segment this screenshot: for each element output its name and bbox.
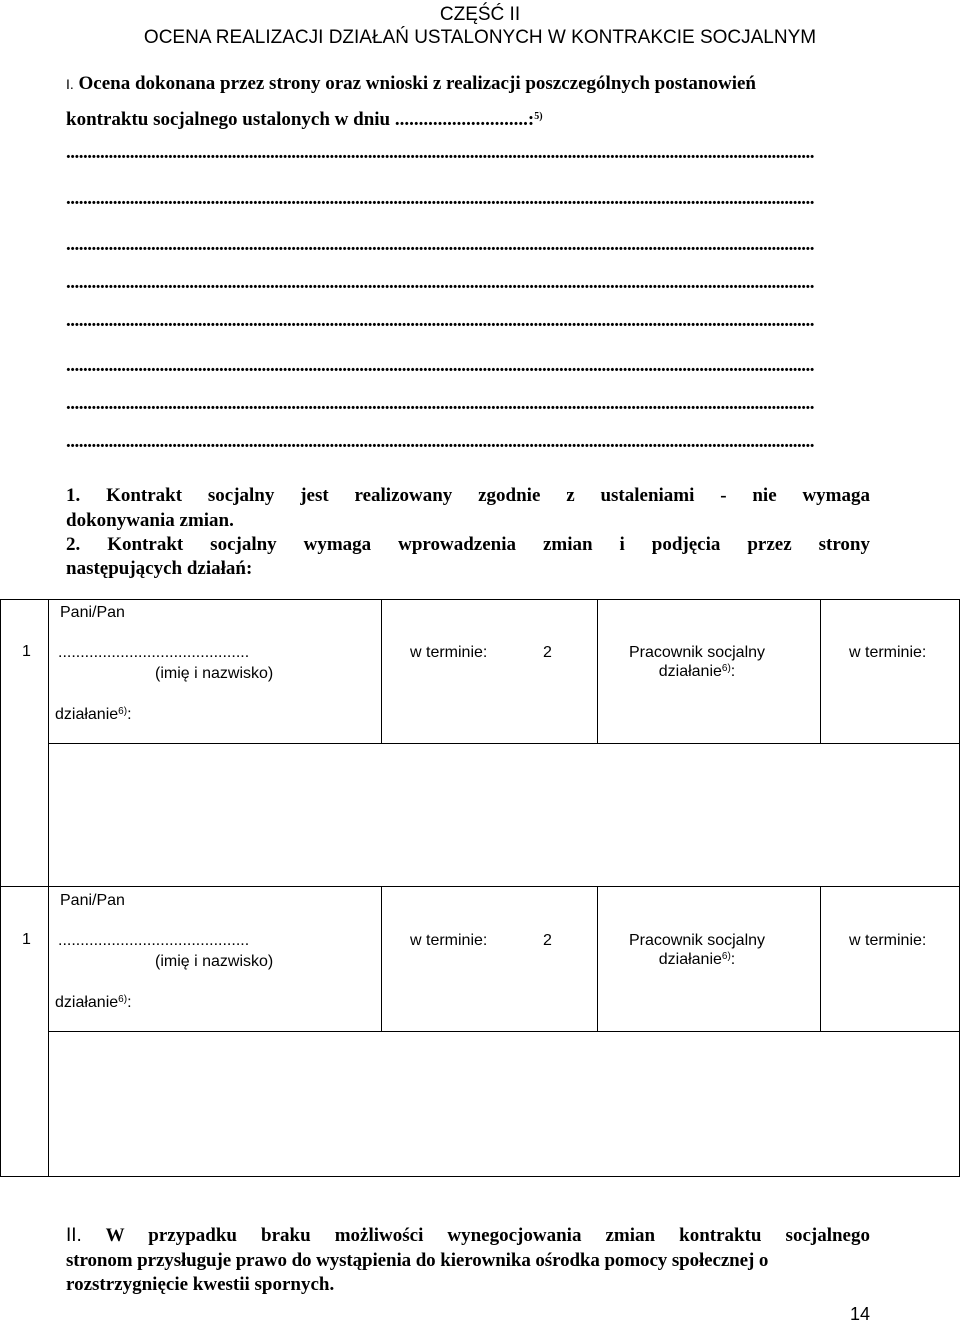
fill-line[interactable]: ................................................................................................................................................................................ — [66, 355, 814, 376]
name-field[interactable]: ........................................... — [58, 932, 250, 949]
fill-line[interactable]: ................................................................................................................................................................................ — [66, 393, 814, 414]
fill-line[interactable]: ................................................................................................................................................................................ — [66, 142, 814, 163]
section-2-line-3: rozstrzygnięcie kwestii spornych. — [66, 1274, 335, 1295]
contract-date-text: kontraktu socjalnego ustalonych w dniu ............................: — [66, 109, 535, 130]
table-border — [820, 886, 821, 1032]
document-title: OCENA REALIZACJI DZIAŁAŃ USTALONYCH W KONTRAKCIE SOCJALNYM — [143, 27, 817, 48]
section-2-line-1 — [66, 1224, 870, 1248]
name-caption: (imię i nazwisko) — [155, 665, 274, 682]
footnote-6-ref: 6) — [721, 663, 731, 674]
worker-action-label: działanie$^{6)}$: — [658, 663, 736, 680]
action-entry-area[interactable] — [49, 1032, 959, 1176]
section-1-number: I. — [66, 76, 74, 92]
footnote-6-ref: 6) — [118, 994, 128, 1005]
section-2-text: W przypadku braku możliwości wynegocjowania zmian kontraktu socjalnego — [105, 1225, 870, 1246]
section-1-line-1 — [66, 72, 870, 96]
worker-label: Pracownik socjalny — [628, 932, 766, 949]
item-2-line-2: następujących działań: — [66, 558, 253, 579]
fill-line[interactable]: ................................................................................................................................................................................ — [66, 234, 814, 255]
worker-action-label: działanie$^{6)}$: — [658, 951, 736, 968]
item-1-line-1: 1. Kontrakt socjalny jest realizowany zgodnie z ustaleniami - nie wymaga — [66, 485, 870, 506]
fill-line[interactable]: ................................................................................................................................................................................ — [66, 310, 814, 331]
person-label: Pani/Pan — [60, 604, 125, 621]
table-border — [0, 599, 1, 1177]
table-border — [381, 886, 382, 1032]
table-border — [381, 599, 382, 744]
name-field[interactable]: ........................................... — [58, 644, 250, 661]
table-border — [0, 1176, 960, 1177]
table-border — [820, 599, 821, 744]
action-entry-area[interactable] — [49, 744, 959, 886]
section-1-line-2 — [66, 108, 543, 132]
client-action-label: działanie$^{6)}$: — [55, 994, 132, 1011]
name-caption: (imię i nazwisko) — [155, 953, 274, 970]
section-2-line-2: stronom przysługuje prawo do wystąpienia do kierownika ośrodka pomocy społecznej o — [66, 1250, 769, 1271]
worker-deadline-label: w terminie: — [849, 644, 927, 661]
fill-line[interactable]: ................................................................................................................................................................................ — [66, 431, 814, 452]
worker-deadline-label: w terminie: — [849, 932, 927, 949]
table-border — [0, 886, 960, 887]
footnote-6-ref: 6) — [118, 706, 128, 717]
part-heading: CZĘŚĆ II — [439, 4, 521, 25]
footnote-6-ref: 6) — [721, 951, 731, 962]
client-deadline-label: w terminie: — [410, 932, 488, 949]
footnote-5-ref: 5) — [534, 111, 543, 122]
table-border — [0, 599, 960, 600]
person-label: Pani/Pan — [60, 892, 125, 909]
section-1-heading-text: Ocena dokonana przez strony oraz wnioski z realizacji poszczególnych postanowień — [78, 73, 756, 94]
row-number-right: 2 — [543, 932, 552, 949]
item-2-line-1: 2. Kontrakt socjalny wymaga wprowadzenia zmian i podjęcia przez strony — [66, 534, 870, 555]
row-number-left: 1 — [22, 643, 31, 660]
client-deadline-label: w terminie: — [410, 644, 488, 661]
worker-label: Pracownik socjalny — [628, 644, 766, 661]
section-2-number: II. — [66, 1225, 82, 1246]
row-number-left: 1 — [22, 931, 31, 948]
item-1-line-2: dokonywania zmian. — [66, 510, 234, 531]
row-number-right: 2 — [543, 644, 552, 661]
page-number: 14 — [849, 1304, 870, 1324]
fill-line[interactable]: ................................................................................................................................................................................ — [66, 272, 814, 293]
fill-line[interactable]: ................................................................................................................................................................................ — [66, 188, 814, 209]
client-action-label: działanie$^{6)}$: — [55, 706, 132, 723]
